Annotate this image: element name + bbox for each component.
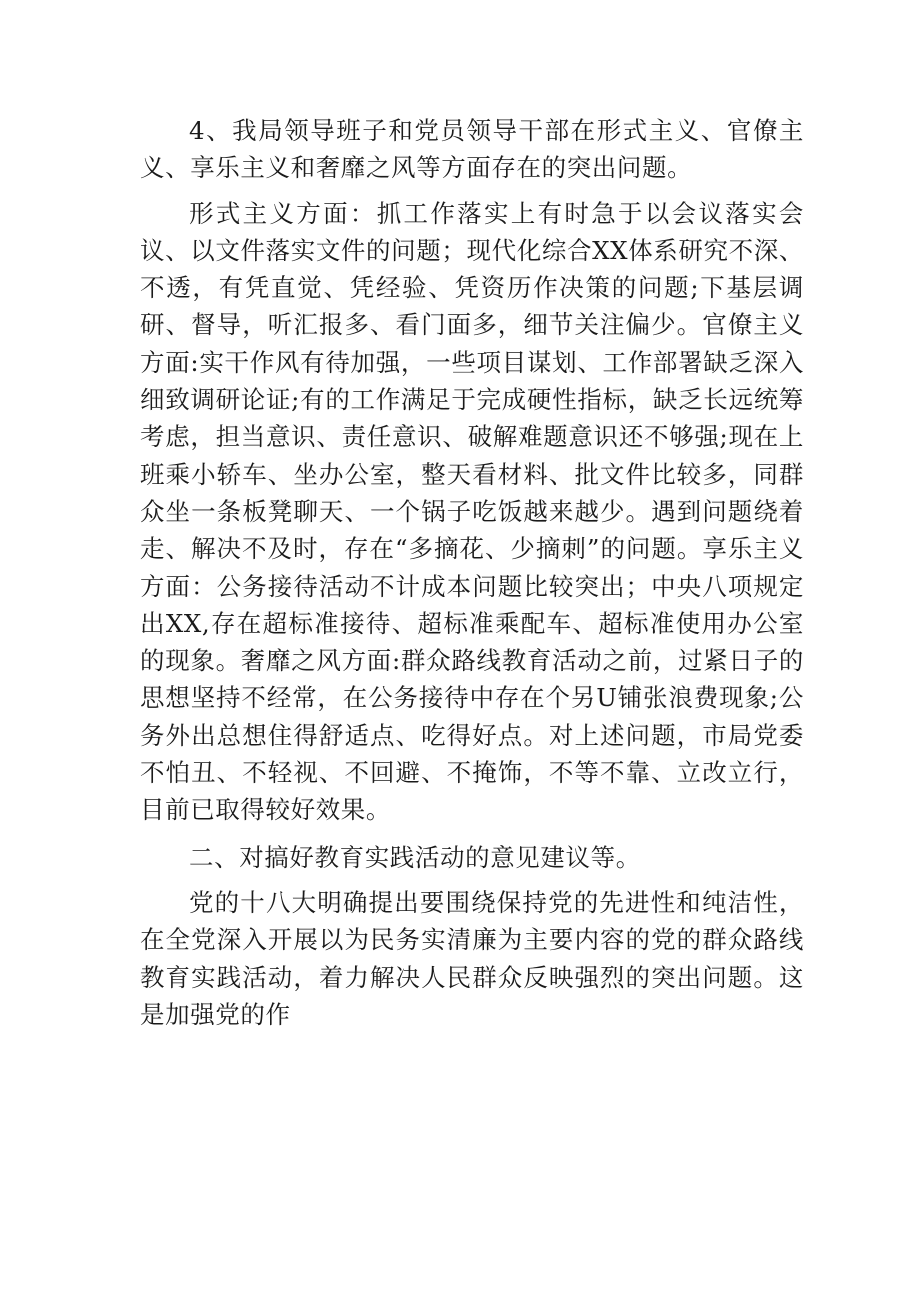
paragraph-section-2-heading: 二、对搞好教育实践活动的意见建议等。 (189, 842, 641, 872)
paragraph-party-congress: 党的十八大明确提出要围绕保持党的先进性和纯洁性，在全党深入开展以为民务实清廉为主要内容的党的群众路线教育实践活动，着力解决人民群众反映强烈的突出问题。这是加强党的作 (140, 887, 804, 1029)
paragraph-formalism-issues: 形式主义方面：抓工作落实上有时急于以会议落实会议、以文件落实文件的问题；现代化综合XX体系研究不深、不透，有凭直觉、凭经验、凭资历作决策的问题;下基层调研、督导，听汇报多、看门面多，细节关注偏少。官僚主义方面:实干作风有待加强，一些项目谋划、工作部署缺乏深入细致调研论证;有的工作满足于完成硬性指标，缺乏长远统筹考虑，担当意识、责任意识、破解难题意识还不够强;现在上班乘小轿车、坐办公室，整天看材料、批文件比较多，同群众坐一条板凳聊天、一个锅子吃饭越来越少。遇到问题绕着走、解决不及时，存在“多摘花、少摘刺”的问题。享乐主义方面：公务接待活动不计成本问题比较突出；中央八项规定出XX,存在超标准接待、超标准乘配车、超标准使用办公室的现象。奢靡之风方面:群众路线教育活动之前，过紧日子的思想坚持不经常，在公务接待中存在个另U铺张浪费现象;公务外出总想住得舒适点、吃得好点。对上述问题，市局党委不怕丑、不轻视、不回避、不掩饰，不等不靠、立改立行，目前已取得较好效果。 (140, 198, 804, 825)
document-body (140, 112, 804, 1033)
paragraph-section-4-heading: 4、我局领导班子和党员领导干部在形式主义、官僚主义、享乐主义和奢靡之风等方面存在的突出问题。 (140, 116, 804, 183)
